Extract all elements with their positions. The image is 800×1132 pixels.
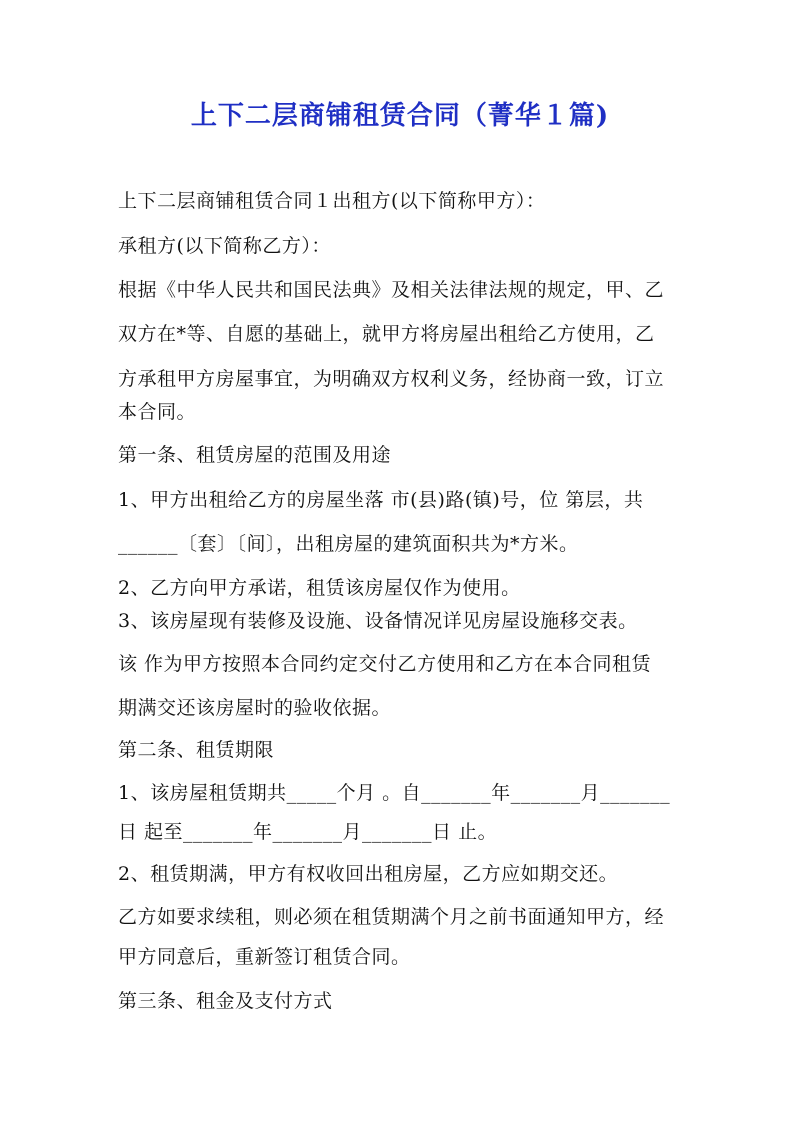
- article-2-heading: 第二条、租赁期限: [118, 739, 275, 761]
- article-2-clause-1-line-2: 日 起至_______年_______月_______日 止。: [118, 821, 498, 843]
- article-3-heading: 第三条、租金及支付方式: [118, 990, 333, 1012]
- article-1-clause-2: 2、乙方向甲方承诺，租赁该房屋仅作为使用。: [118, 577, 521, 599]
- article-1-clause-1-line-2: ______〔套〕〔间〕，出租房屋的建筑面积共为*方米。: [118, 533, 579, 555]
- article-1-note-line-1: 该 作为甲方按照本合同约定交付乙方使用和乙方在本合同租赁: [118, 653, 652, 675]
- article-2-clause-2: 2、租赁期满，甲方有权收回出租房屋，乙方应如期交还。: [118, 863, 619, 885]
- article-1-heading: 第一条、租赁房屋的范围及用途: [118, 444, 392, 466]
- article-2-renewal-line-1: 乙方如要求续租，则必须在租赁期满个月之前书面通知甲方，经: [118, 906, 665, 928]
- preamble-line-2: 双方在*等、自愿的基础上，就甲方将房屋出租给乙方使用，乙: [118, 323, 655, 345]
- document-title: 上下二层商铺租赁合同（菁华１篇): [190, 101, 610, 131]
- parties-lessee-line: 承租方(以下简称乙方）：: [118, 235, 331, 257]
- preamble-line-3: 方承租甲方房屋事宜，为明确双方权利义务，经协商一致，订立: [118, 368, 665, 390]
- preamble-line-4: 本合同。: [118, 401, 197, 423]
- preamble-line-1: 根据《中华人民共和国民法典》及相关法律法规的规定，甲、乙: [118, 279, 665, 301]
- article-1-note-line-2: 期满交还该房屋时的验收依据。: [118, 697, 392, 719]
- article-2-clause-1-line-1: 1、该房屋租赁期共_____个月 。自_______年_______月_______: [118, 782, 671, 804]
- article-1-clause-3: 3、该房屋现有装修及设施、设备情况详见房屋设施移交表。: [118, 610, 638, 632]
- article-2-renewal-line-2: 甲方同意后，重新签订租赁合同。: [118, 946, 411, 968]
- parties-lessor-line: 上下二层商铺租赁合同１出租方(以下简称甲方）：: [118, 190, 546, 212]
- article-1-clause-1-line-1: 1、甲方出租给乙方的房屋坐落 市(县)路(镇)号，位 第层，共: [118, 489, 644, 511]
